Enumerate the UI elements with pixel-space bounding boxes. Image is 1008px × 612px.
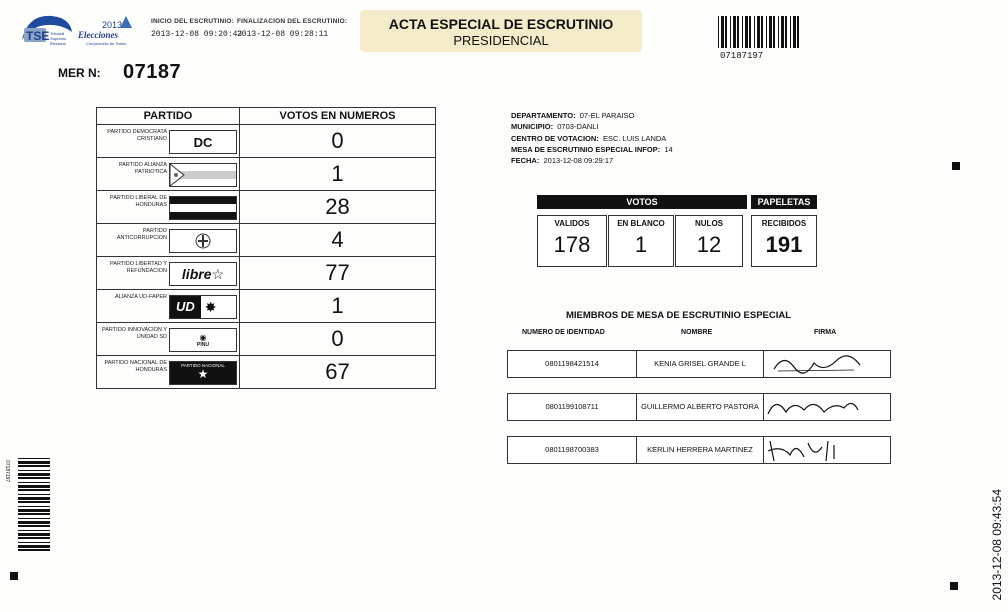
blanco-box: EN BLANCO 1 <box>608 215 674 267</box>
liberal-flag-icon <box>169 196 237 220</box>
side-barcode <box>18 458 50 554</box>
party-name: PARTIDO NACIONAL DE HONDURAS <box>104 360 167 373</box>
member-row <box>507 350 891 378</box>
member-id: 0801198700383 <box>545 445 599 454</box>
recibidos-value: 191 <box>765 232 803 257</box>
party-row <box>97 158 436 191</box>
col-header-id: NUMERO DE IDENTIDAD <box>522 329 605 336</box>
party-name: ALIANZA UD-FAPER <box>115 294 167 300</box>
col-header-name: NOMBRE <box>681 329 713 336</box>
mesa-value: 14 <box>664 144 673 154</box>
location-info: DEPARTAMENTO: 07-EL PARAISO MUNICIPIO: 0703-DANLI CENTRO DE VOTACION: ESC. LUIS LANDA MESA DE ESCRUTINIO ESPECIAL INFOP: 14 FECHA: 2013-12-08 09:29:17 <box>511 111 673 166</box>
tse-logo <box>18 10 76 50</box>
party-votes: 1 <box>240 158 436 191</box>
side-barcode-number: 07187197 <box>4 460 10 483</box>
signature-icon <box>763 394 890 420</box>
title-box <box>360 10 642 52</box>
party-name: PARTIDO LIBERTAD Y REFUNDACION <box>110 261 167 274</box>
barcode <box>718 16 802 48</box>
nulos-box: NULOS 12 <box>675 215 743 267</box>
col-header-sign: FIRMA <box>814 329 837 336</box>
nulos-value: 12 <box>696 232 722 257</box>
blanco-value: 1 <box>634 232 648 257</box>
dc-logo: DC <box>169 130 237 154</box>
svg-text:Supremo: Supremo <box>50 36 67 41</box>
municipio-value: 0703-DANLI <box>557 122 599 132</box>
party-name: PARTIDO DEMOCRATA CRISTIANO <box>107 129 167 142</box>
party-row <box>97 257 436 290</box>
papeletas-header: PAPELETAS <box>751 195 817 209</box>
mer-number: 07187 <box>123 61 182 83</box>
member-row <box>507 436 891 464</box>
party-votes: 67 <box>240 356 436 389</box>
member-row <box>507 393 891 421</box>
validos-box: VALIDOS 178 <box>537 215 607 267</box>
party-name: PARTIDO ALIANZA PATRIOTICA <box>118 162 167 175</box>
party-row <box>97 356 436 389</box>
final-value: 2013-12-08 09:28:11 <box>237 30 329 39</box>
inicio-value: 2013-12-08 09:20:43 <box>151 30 243 39</box>
party-row <box>97 224 436 257</box>
registration-mark <box>950 582 958 590</box>
member-id: 0801199108711 <box>545 402 599 411</box>
votos-header: VOTOS <box>537 195 747 209</box>
title-line1: ACTA ESPECIAL DE ESCRUTINIO <box>388 16 614 32</box>
member-name: GUILLERMO ALBERTO PASTORA <box>636 394 763 420</box>
party-votes: 0 <box>240 323 436 356</box>
party-row <box>97 323 436 356</box>
signature-icon <box>763 351 890 377</box>
alianza-flag-icon <box>169 163 237 187</box>
col-header-party: PARTIDO <box>97 108 240 125</box>
party-name: PARTIDO LIBERAL DE HONDURAS <box>109 195 167 208</box>
barcode-number: 07187197 <box>720 51 764 61</box>
registration-mark <box>10 572 18 580</box>
members-title: MIEMBROS DE MESA DE ESCRUTINIO ESPECIAL <box>566 310 792 321</box>
registration-mark <box>952 162 960 170</box>
svg-text:Tribunal: Tribunal <box>50 31 65 36</box>
party-name: PARTIDO INNOVACION Y UNIDAD SD <box>102 327 167 340</box>
party-row <box>97 191 436 224</box>
title-line2: PRESIDENCIAL <box>453 33 549 48</box>
col-header-votes: VOTOS EN NUMEROS <box>240 108 436 125</box>
final-label: FINALIZACION DEL ESCRUTINIO: <box>237 18 348 25</box>
party-votes-table <box>96 107 436 389</box>
departamento-value: 07-EL PARAISO <box>579 111 635 120</box>
pinu-logo: ◉ PINU <box>169 328 237 352</box>
svg-text:Elecciones: Elecciones <box>78 30 118 40</box>
party-votes: 1 <box>240 290 436 323</box>
signature-icon <box>763 437 890 463</box>
svg-text:Electoral: Electoral <box>50 41 66 46</box>
party-row <box>97 290 436 323</box>
recibidos-box: RECIBIDOS 191 <box>751 215 817 267</box>
party-row <box>97 125 436 158</box>
centro-value: ESC. LUIS LANDA <box>602 133 667 143</box>
member-name: KENIA GRISEL GRANDE L <box>636 351 763 377</box>
pac-logo <box>169 229 237 253</box>
elecciones-logo <box>76 14 142 50</box>
party-votes: 4 <box>240 224 436 257</box>
member-name: KERLIN HERRERA MARTINEZ <box>636 437 763 463</box>
party-votes: 0 <box>240 125 436 158</box>
fecha-value: 2013-12-08 09:29:17 <box>543 156 614 166</box>
party-name: PARTIDO ANTICORRUPCION <box>116 228 167 241</box>
party-votes: 28 <box>240 191 436 224</box>
member-id: 0801198421514 <box>545 359 599 368</box>
mer-label: MER N: <box>58 66 101 80</box>
libre-logo: libre ☆ <box>169 262 237 286</box>
party-votes: 77 <box>240 257 436 290</box>
svg-text:Compromiso de Todos: Compromiso de Todos <box>86 41 127 46</box>
inicio-label: INICIO DEL ESCRUTINIO: <box>151 18 235 25</box>
nacional-flag-icon: PARTIDO NACIONAL ★ <box>169 361 237 385</box>
svg-text:2013: 2013 <box>102 20 123 30</box>
validos-value: 178 <box>553 232 591 257</box>
svg-text:TSE: TSE <box>26 29 50 43</box>
ud-logo: UD ✸ <box>169 295 237 319</box>
print-timestamp: 2013-12-08 09:43:54 <box>990 488 1004 600</box>
